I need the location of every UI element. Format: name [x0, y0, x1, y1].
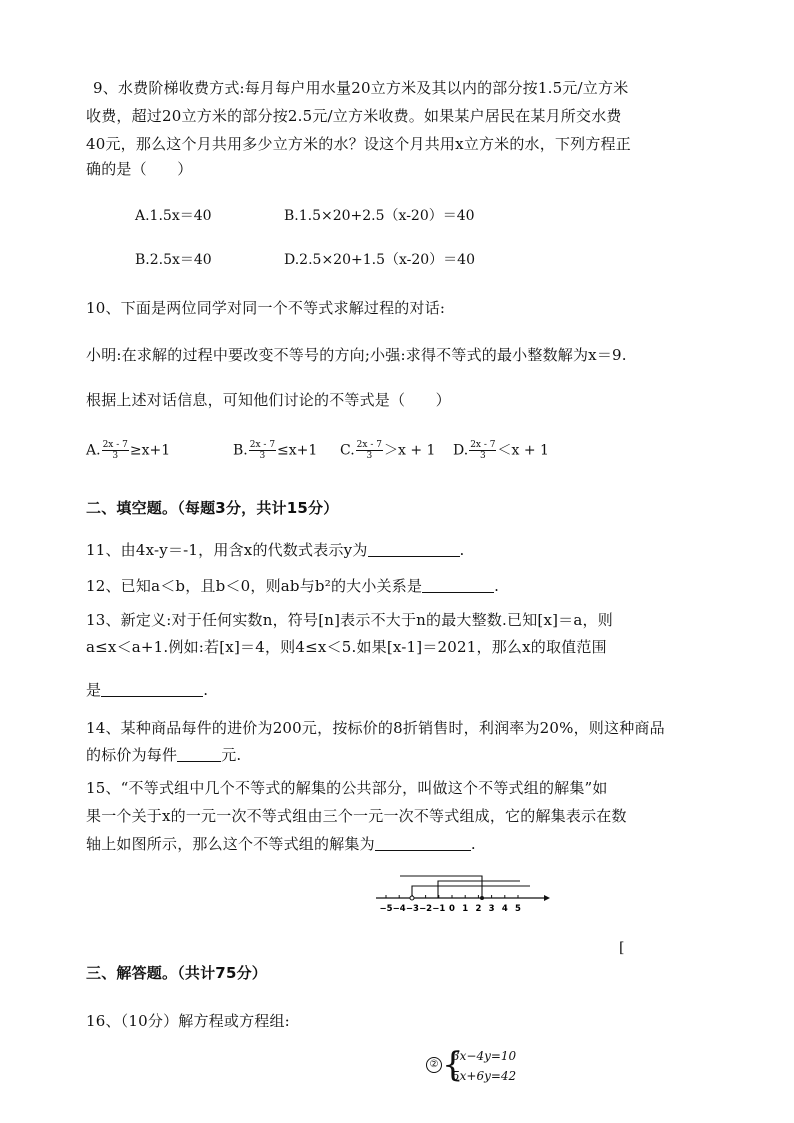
axis-tick-label: 5	[515, 904, 521, 914]
q10-line-2: 小明:在求解的过程中要改变不等号的方向;小强:求得不等式的最小整数解为x＝9.	[86, 346, 627, 364]
q9-option-d: D.2.5×20+1.5（x-20）＝40	[284, 252, 475, 268]
axis-tick-label: 3	[488, 904, 495, 914]
fraction	[102, 440, 129, 461]
q10-option-b	[233, 440, 317, 461]
fraction	[249, 440, 276, 461]
q15-line-2: 果一个关于x的一元一次不等式组由三个一元一次不等式组成，它的解集表示在数	[86, 807, 627, 825]
axis-tick-label: −4	[392, 904, 406, 914]
fraction	[356, 440, 383, 461]
q14-end: 元.	[221, 746, 242, 764]
q15-text: 轴上如图所示，那么这个不等式组的解集为	[86, 835, 375, 853]
system-brace: {	[442, 1045, 464, 1085]
q13-line-1: 13、新定义:对于任何实数n，符号[n]表示不大于n的最大整数.已知[x]＝a，则	[86, 611, 613, 629]
q11	[86, 540, 464, 560]
closed-point	[480, 896, 484, 900]
option-rest: ＞x + 1	[383, 442, 436, 459]
axis-tick-label: 0	[449, 904, 455, 914]
q12-text: 12、已知a＜b，且b＜0，则ab与b²的大小关系是	[86, 577, 423, 595]
section-2-title: 二、填空题。（每题3分，共计15分）	[86, 499, 339, 517]
q16-text: 16、（10分）解方程或方程组:	[86, 1012, 290, 1030]
q10-line-1: 10、下面是两位同学对同一个不等式求解过程的对话:	[86, 299, 446, 317]
q10-line-3: 根据上述对话信息，可知他们讨论的不等式是（ ）	[86, 391, 451, 409]
q9-line-2: 收费，超过20立方米的部分按2.5元/立方米收费。如果某户居民在某月所交水费	[86, 107, 622, 125]
fraction-denominator: 3	[479, 451, 486, 461]
fraction-denominator: 3	[112, 451, 119, 461]
fraction-numerator: 2x - 7	[470, 440, 496, 450]
q10-option-d	[453, 440, 549, 461]
axis-arrow	[544, 895, 550, 901]
q12-answer-blank[interactable]	[422, 577, 494, 593]
q12-end: .	[494, 577, 500, 595]
option-label: D.	[453, 442, 469, 459]
axis-tick-label: −2	[419, 904, 433, 914]
q9-option-c: B.2.5x＝40	[135, 252, 212, 268]
axis-tick-label: −3	[405, 904, 419, 914]
option-rest: ≤x+1	[277, 442, 318, 459]
q13-end: .	[203, 681, 209, 699]
fraction-denominator: 3	[366, 451, 373, 461]
q15-line-3	[86, 834, 476, 854]
option-label: A.	[86, 442, 101, 459]
q9-line-3: 40元，那么这个月共用多少立方米的水？设这个月共用x立方米的水，下列方程正	[86, 135, 631, 153]
number-line-figure	[372, 870, 552, 918]
axis-tick-label: 2	[475, 904, 482, 914]
q15-line-1: 15、“不等式组中几个不等式的解集的公共部分，叫做这个不等式组的解集”如	[86, 779, 608, 797]
section-3-title: 三、解答题。（共计75分）	[86, 964, 267, 982]
equation-2: 5x+6y=42	[452, 1069, 517, 1083]
q11-end: .	[459, 541, 465, 559]
equation-1: 3x−4y=10	[452, 1049, 517, 1063]
q15-end: .	[470, 835, 476, 853]
q12	[86, 576, 499, 596]
q9-line-1: 9、水费阶梯收费方式:每月每户用水量20立方米及其以内的部分按1.5元/立方米	[93, 79, 629, 97]
q10-option-a	[86, 440, 170, 461]
q11-text: 11、由4x-y＝-1，用含x的代数式表示y为	[86, 541, 368, 559]
axis-tick-label: 1	[462, 904, 469, 914]
stray-bracket: [	[619, 940, 625, 956]
q11-answer-blank[interactable]	[368, 541, 460, 557]
range-bracket-right	[412, 886, 530, 898]
q13-line-3	[86, 680, 208, 700]
fraction-numerator: 2x - 7	[356, 440, 382, 450]
q9-option-b: B.1.5×20+2.5（x-20）＝40	[284, 208, 475, 224]
axis-tick-label: −1	[432, 904, 446, 914]
q13-line-2: a≤x＜a+1.例如:若[x]＝4，则4≤x＜5.如果[x-1]＝2021，那么x的取值范围	[86, 638, 607, 656]
fraction	[469, 440, 496, 461]
circled-number: ②	[426, 1057, 442, 1073]
q14-text: 的标价为每件	[86, 746, 178, 764]
q9-option-a: A.1.5x＝40	[135, 208, 212, 224]
option-label: C.	[340, 442, 355, 459]
q14-line-2	[86, 745, 241, 765]
equation-system	[426, 1045, 546, 1089]
range-bracket-middle	[438, 881, 520, 898]
q14-answer-blank[interactable]	[177, 746, 221, 762]
fraction-numerator: 2x - 7	[249, 440, 276, 450]
option-rest: ≥x+1	[129, 442, 171, 459]
fraction-denominator: 3	[259, 451, 266, 461]
option-label: B.	[233, 442, 248, 459]
axis-tick-label: 4	[501, 904, 508, 914]
q13-answer-blank[interactable]	[101, 681, 203, 697]
fraction-numerator: 2x - 7	[102, 440, 128, 450]
q10-option-c	[340, 440, 435, 461]
option-rest: ＜x + 1	[497, 442, 549, 459]
q14-line-1: 14、某种商品每件的进价为200元，按标价的8折销售时，利润率为20%，则这种商品	[86, 719, 665, 737]
axis-tick-labels	[379, 904, 521, 914]
axis-tick-label: −5	[379, 904, 393, 914]
open-point	[410, 896, 414, 900]
q13-text: 是	[86, 681, 102, 699]
q9-line-4: 确的是（ ）	[86, 160, 193, 178]
q15-answer-blank[interactable]	[375, 835, 471, 851]
